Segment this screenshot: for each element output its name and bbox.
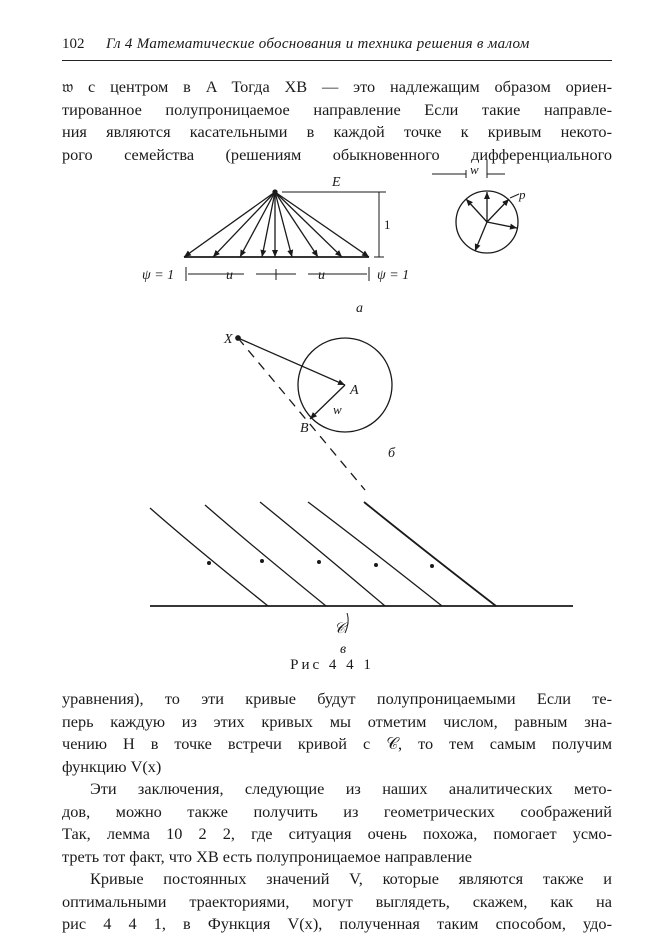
text-line: рис 4 4 1, в Функция V(x), полученная таким способом, удо-	[62, 914, 612, 933]
fan-apex	[273, 190, 277, 194]
label-w-b: w	[333, 402, 342, 417]
panel-a-label: а	[356, 301, 363, 316]
text-line: Так, лемма 10 2 2, где ситуация очень похожа, помогает усмо-	[62, 824, 612, 843]
panel-c	[150, 502, 573, 633]
text-line: перь каждую из этих кривых мы отметим числом, равным зна-	[62, 711, 612, 731]
curve-markers	[207, 559, 434, 568]
text-line: тированное полупроницаемое направление Если такие направле-	[62, 99, 612, 119]
label-u-2: u	[318, 268, 325, 283]
label-B: B	[300, 421, 309, 436]
text-line: оптимальными траекториями, могут выглядеть, скажем, как на	[62, 891, 612, 911]
curve	[150, 508, 268, 606]
fan-arrow	[213, 192, 275, 257]
dashed-line-XB	[238, 338, 365, 490]
panel-a	[184, 190, 386, 281]
paragraph-3	[62, 868, 612, 936]
running-title: Гл 4 Математические обоснования и техника решения в малом	[106, 36, 530, 52]
page-number: 102	[62, 36, 85, 52]
label-E: E	[332, 175, 341, 190]
label-psi-left: ψ = 1	[142, 268, 175, 283]
text-line: рого семейства (решениям обыкновенного дифференциального	[62, 144, 612, 164]
panel-b	[236, 336, 392, 490]
label-w-top: w	[470, 162, 479, 177]
text-line: треть тот факт, что XB есть полупроницаемое направление	[62, 846, 472, 866]
fan-arrow	[275, 192, 318, 257]
fan-arrow	[262, 192, 275, 257]
paragraph-1	[62, 688, 612, 778]
label-p: p	[519, 187, 526, 202]
panel-c-label: в	[340, 642, 347, 657]
curve	[308, 502, 442, 606]
text-line: чению H в точке встречи кривой с 𝒞, то тем самым получим	[62, 734, 612, 753]
label-curve-C: 𝒞	[334, 621, 345, 637]
fan-arrow	[275, 192, 342, 257]
fan-arrow	[184, 192, 275, 257]
curve	[364, 502, 496, 606]
fan-arrow	[240, 192, 275, 257]
text-line: Кривые постоянных значений V, которые являются также и	[90, 869, 612, 888]
text-line: функцию V(x)	[62, 756, 162, 776]
figure-caption: Рис 4 4 1	[290, 657, 374, 673]
curve	[205, 505, 326, 606]
label-u-1: u	[226, 268, 233, 283]
paragraph-2	[62, 778, 612, 868]
label-one: 1	[384, 217, 391, 232]
text-line: ния являются касательными в каждой точке к кривым некото-	[62, 122, 612, 141]
label-psi-right: ψ = 1	[377, 268, 410, 283]
label-X: X	[224, 332, 233, 347]
text-line: уравнения), то эти кривые будут полупроницаемыми Если те-	[62, 689, 612, 708]
text-line: 𝔴 с центром в A Тогда XB — это надлежащим образом ориен-	[62, 77, 612, 96]
label-A: A	[350, 383, 359, 398]
text-line: дов, можно также получить из геометрических соображений	[62, 801, 612, 821]
panel-b-label: б	[388, 446, 396, 461]
arrow-XA	[238, 338, 345, 385]
text-line: Эти заключения, следующие из наших аналитических мето-	[90, 779, 612, 798]
curve	[260, 502, 385, 606]
